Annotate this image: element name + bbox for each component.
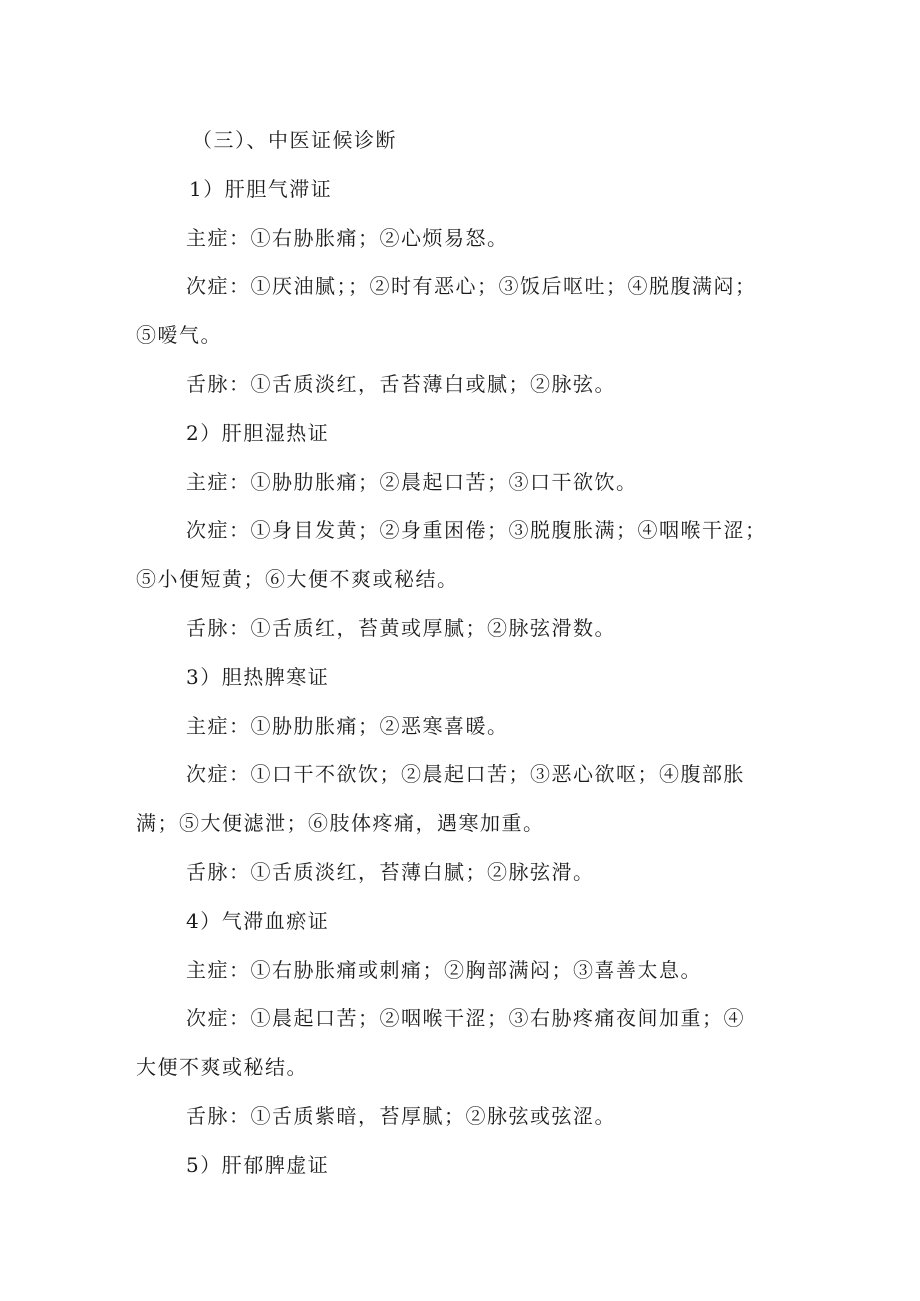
secondary-symptoms: 次症：①晨起口苦；②咽喉干涩；③右胁疼痛夜间加重；④ xyxy=(186,1006,745,1031)
tongue-pulse: 舌脉：①舌质淡红，舌苔薄白或腻；②脉弦。 xyxy=(186,371,616,396)
secondary-symptoms: 次症：①身目发黄；②身重困倦；③脱腹胀满；④咽喉干涩； xyxy=(186,518,767,543)
syndrome-title: 2）肝胆湿热证 xyxy=(186,420,330,445)
secondary-symptoms-continued: ⑤小便短黄；⑥大便不爽或秘结。 xyxy=(136,567,459,592)
syndrome-title: 1）肝胆气滞证 xyxy=(189,176,333,201)
section-title: （三）、中医证候诊断 xyxy=(192,128,397,152)
tongue-pulse: 舌脉：①舌质红，苔黄或厚腻；②脉弦滑数。 xyxy=(186,615,616,640)
secondary-symptoms-continued: 满；⑤大便滤泄；⑥肢体疼痛，遇寒加重。 xyxy=(136,811,545,836)
main-symptoms: 主症：①胁肋胀痛；②晨起口苦；③口干欲饮。 xyxy=(186,469,638,494)
syndrome-title: 5）肝郁脾虚证 xyxy=(186,1152,330,1177)
syndrome-title: 4）气滞血瘀证 xyxy=(186,908,330,933)
tongue-pulse: 舌脉：①舌质淡红，苔薄白腻；②脉弦滑。 xyxy=(186,859,595,884)
tongue-pulse: 舌脉：①舌质紫暗，苔厚腻；②脉弦或弦涩。 xyxy=(186,1103,616,1128)
main-symptoms: 主症：①右胁胀痛；②心烦易怒。 xyxy=(186,225,509,250)
main-symptoms: 主症：①右胁胀痛或刺痛；②胸部满闷；③喜善太息。 xyxy=(186,957,702,982)
secondary-symptoms-continued: ⑤嗳气。 xyxy=(136,323,222,348)
secondary-symptoms-continued: 大便不爽或秘结。 xyxy=(136,1055,308,1080)
document-body xyxy=(136,116,800,1190)
secondary-symptoms: 次症：①口干不欲饮；②晨起口苦；③恶心欲呕；④腹部胀 xyxy=(186,762,745,787)
secondary-symptoms: 次症：①厌油腻；；②时有恶心；③饭后呕吐；④脱腹满闷； xyxy=(186,274,757,299)
syndrome-title: 3）胆热脾寒证 xyxy=(186,664,330,689)
main-symptoms: 主症：①胁肋胀痛；②恶寒喜暖。 xyxy=(186,713,509,738)
